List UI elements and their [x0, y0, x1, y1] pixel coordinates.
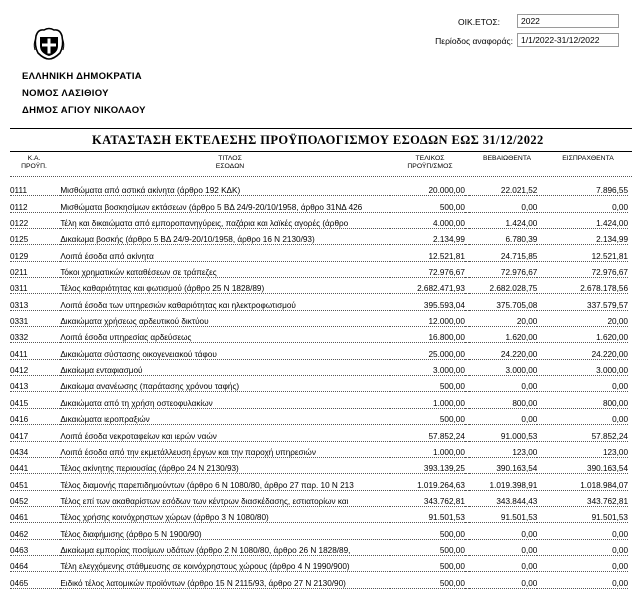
row-assessed: 800,00 — [469, 392, 537, 408]
row-code: 0125 — [10, 229, 60, 245]
row-collected: 57.852,24 — [537, 425, 628, 441]
row-collected: 2.134,99 — [537, 229, 628, 245]
row-budget: 343.762,81 — [390, 490, 464, 506]
row-title: Ειδικό τέλος λατομικών προϊόντων (άρθρο 15 Ν 2115/93, άρθρο 27 Ν 2130/90) — [60, 572, 390, 588]
title-top-rule — [10, 128, 632, 129]
row-budget: 4.000,00 — [390, 212, 464, 228]
column-header-title-line2: ΕΣΟΔΩΝ — [215, 163, 245, 170]
row-assessed: 91.000,53 — [469, 425, 537, 441]
table-row — [10, 294, 628, 310]
row-code: 0451 — [10, 474, 60, 490]
row-code: 0311 — [10, 278, 60, 294]
row-budget: 91.501,53 — [390, 506, 464, 522]
table-row — [10, 441, 628, 457]
row-code: 0111 — [10, 180, 60, 196]
row-collected: 0,00 — [537, 376, 628, 392]
table-row — [10, 310, 628, 326]
row-collected: 0,00 — [537, 555, 628, 571]
row-assessed: 1.424,00 — [469, 212, 537, 228]
row-budget: 2.682.471,93 — [390, 278, 464, 294]
row-budget: 500,00 — [390, 376, 464, 392]
row-title: Δικαιώματα χρήσεως αρδευτικού δικτύου — [60, 310, 390, 326]
row-title: Δικαιώματα από τη χρήση οστεοφυλακίων — [60, 392, 390, 408]
row-code: 0465 — [10, 572, 60, 588]
row-code: 0434 — [10, 441, 60, 457]
column-header-collected — [553, 155, 623, 163]
row-collected: 20,00 — [537, 310, 628, 326]
row-code: 0211 — [10, 261, 60, 277]
row-budget: 2.134,99 — [390, 229, 464, 245]
column-header-budget-line1: ΤΕΛΙΚΟΣ — [415, 155, 445, 162]
row-code: 0416 — [10, 408, 60, 424]
fiscal-year-label: ΟΙΚ.ΕΤΟΣ: — [458, 17, 500, 27]
table-row — [10, 490, 628, 506]
row-budget: 16.800,00 — [390, 327, 464, 343]
row-collected: 3.000,00 — [537, 359, 628, 375]
row-assessed: 91.501,53 — [469, 506, 537, 522]
row-assessed: 24.715,85 — [469, 245, 537, 261]
row-assessed: 2.682.028,75 — [469, 278, 537, 294]
period-label: Περίοδος αναφοράς: — [435, 36, 513, 46]
row-budget: 12.521,81 — [390, 245, 464, 261]
row-assessed: 0,00 — [469, 196, 537, 212]
row-code: 0415 — [10, 392, 60, 408]
row-assessed: 20,00 — [469, 310, 537, 326]
row-assessed: 0,00 — [469, 408, 537, 424]
row-title: Τέλος διαφήμισης (άρθρο 5 Ν 1900/90) — [60, 523, 390, 539]
row-assessed: 0,00 — [469, 523, 537, 539]
row-title: Δικαιώματα σύστασης οικογενειακού τάφου — [60, 343, 390, 359]
row-assessed: 123,00 — [469, 441, 537, 457]
row-budget: 500,00 — [390, 408, 464, 424]
row-budget: 500,00 — [390, 539, 464, 555]
title-bottom-rule — [10, 151, 632, 152]
row-collected: 123,00 — [537, 441, 628, 457]
row-title: Μισθώματα από αστικά ακίνητα (άρθρο 192 ΚΔΚ) — [60, 180, 390, 196]
table-row — [10, 245, 628, 261]
row-assessed: 0,00 — [469, 555, 537, 571]
row-budget: 500,00 — [390, 572, 464, 588]
column-header-assessed-label: ΒΕΒΑΙΩΘΕΝΤΑ — [482, 155, 531, 162]
revenue-table — [10, 180, 628, 589]
row-title: Τέλος επί των ακαθαρίστων εσόδων των κέντρων διασκέδασης, εστιατορίων και — [60, 490, 390, 506]
table-row — [10, 327, 628, 343]
row-collected: 390.163,54 — [537, 457, 628, 473]
column-header-collected-label: ΕΙΣΠΡΑΧΘΕΝΤΑ — [562, 155, 614, 162]
coat-of-arms-emblem — [32, 26, 66, 60]
row-collected: 0,00 — [537, 572, 628, 588]
table-row — [10, 539, 628, 555]
row-collected: 91.501,53 — [537, 506, 628, 522]
table-row — [10, 555, 628, 571]
row-title: Λοιπά έσοδα από την εκμετάλλευση έργων και την παροχή υπηρεσιών — [60, 441, 390, 457]
row-code: 0417 — [10, 425, 60, 441]
row-collected: 1.620,00 — [537, 327, 628, 343]
row-assessed: 1.019.398,91 — [469, 474, 537, 490]
row-assessed: 72.976,67 — [469, 261, 537, 277]
row-title: Λοιπά έσοδα υπηρεσίας αρδεύσεως — [60, 327, 390, 343]
row-collected: 1.018.984,07 — [537, 474, 628, 490]
row-budget: 500,00 — [390, 555, 464, 571]
row-budget: 20.000,00 — [390, 180, 464, 196]
row-collected: 0,00 — [537, 539, 628, 555]
row-code: 0461 — [10, 506, 60, 522]
column-header-code-line1: Κ.Α. — [27, 155, 41, 162]
row-title: Δικαίωμα ενταφιασμού — [60, 359, 390, 375]
row-collected: 337.579,57 — [537, 294, 628, 310]
row-code: 0112 — [10, 196, 60, 212]
row-assessed: 375.705,08 — [469, 294, 537, 310]
row-budget: 1.000,00 — [390, 392, 464, 408]
report-title: ΚΑΤΑΣΤΑΣΗ ΕΚΤΕΛΕΣΗΣ ΠΡΟΫΠΟΛΟΓΙΣΜΟΥ ΕΣΟΔΩΝ ΕΩΣ 31/12/2022 — [92, 133, 544, 147]
column-header-rule — [10, 176, 632, 177]
row-title: Δικαίωμα εμπορίας ποσίμων υδάτων (άρθρο 2 Ν 1080/80, άρθρο 26 Ν 1828/89, — [60, 539, 390, 555]
row-assessed: 24.220,00 — [469, 343, 537, 359]
table-row — [10, 343, 628, 359]
row-code: 0452 — [10, 490, 60, 506]
row-title: Τόκοι χρηματικών καταθέσεων σε τράπεζες — [60, 261, 390, 277]
row-title: Λοιπά έσοδα των υπηρεσιών καθαριότητας και ηλεκτροφωτισμού — [60, 294, 390, 310]
authority-header — [22, 70, 146, 121]
row-assessed: 22.021,52 — [469, 180, 537, 196]
row-assessed: 343.844,43 — [469, 490, 537, 506]
row-budget: 12.000,00 — [390, 310, 464, 326]
table-row — [10, 212, 628, 228]
table-row — [10, 229, 628, 245]
row-collected: 0,00 — [537, 196, 628, 212]
row-budget: 500,00 — [390, 196, 464, 212]
row-code: 0464 — [10, 555, 60, 571]
table-row — [10, 392, 628, 408]
row-code: 0129 — [10, 245, 60, 261]
table-row — [10, 359, 628, 375]
row-budget: 3.000,00 — [390, 359, 464, 375]
row-budget: 1.019.264,63 — [390, 474, 464, 490]
fiscal-year-value: 2022 — [517, 14, 619, 28]
row-assessed: 0,00 — [469, 572, 537, 588]
table-row — [10, 261, 628, 277]
row-title: Δικαιώματα ιεροπραξιών — [60, 408, 390, 424]
row-assessed: 0,00 — [469, 539, 537, 555]
row-budget: 25.000,00 — [390, 343, 464, 359]
row-assessed: 3.000,00 — [469, 359, 537, 375]
column-header-budget-line2: ΠΡΟΫΠ/ΣΜΟΣ — [407, 163, 453, 170]
row-collected: 343.762,81 — [537, 490, 628, 506]
row-budget: 72.976,67 — [390, 261, 464, 277]
row-title: Τέλη ελεγχόμενης στάθμευσης σε κοινόχρηστους χώρους (άρθρο 4 Ν 1990/900) — [60, 555, 390, 571]
column-header-assessed — [472, 155, 542, 163]
row-budget: 1.000,00 — [390, 441, 464, 457]
row-title: Τέλος ακίνητης περιουσίας (άρθρο 24 Ν 2130/93) — [60, 457, 390, 473]
row-collected: 24.220,00 — [537, 343, 628, 359]
header-municipality: ΔΗΜΟΣ ΑΓΙΟΥ ΝΙΚΟΛΑΟΥ — [22, 105, 146, 116]
row-code: 0313 — [10, 294, 60, 310]
row-code: 0462 — [10, 523, 60, 539]
row-assessed: 1.620,00 — [469, 327, 537, 343]
row-collected: 12.521,81 — [537, 245, 628, 261]
row-collected: 2.678.178,56 — [537, 278, 628, 294]
table-row — [10, 408, 628, 424]
row-title: Λοιπά έσοδα από ακίνητα — [60, 245, 390, 261]
row-collected: 0,00 — [537, 408, 628, 424]
table-row — [10, 376, 628, 392]
row-code: 0331 — [10, 310, 60, 326]
row-code: 0332 — [10, 327, 60, 343]
row-title: Δικαίωμα βοσκής (άρθρο 5 ΒΔ 24/9-20/10/1958, άρθρο 16 Ν 2130/93) — [60, 229, 390, 245]
row-title: Μισθώματα βοσκησίμων εκτάσεων (άρθρο 5 ΒΔ 24/9-20/10/1958, άρθρο 31ΝΔ 426 — [60, 196, 390, 212]
row-collected: 0,00 — [537, 523, 628, 539]
row-collected: 800,00 — [537, 392, 628, 408]
row-title: Τέλος καθαριότητας και φωτισμού (άρθρο 25 Ν 1828/89) — [60, 278, 390, 294]
row-collected: 7.896,55 — [537, 180, 628, 196]
row-title: Λοιπά έσοδα νεκροταφείων και ιερών ναών — [60, 425, 390, 441]
row-title: Τέλος διαμονής παρεπιδημούντων (άρθρο 6 Ν 1080/80, άρθρο 27 παρ. 10 Ν 213 — [60, 474, 390, 490]
column-header-code — [14, 155, 54, 171]
row-code: 0413 — [10, 376, 60, 392]
row-budget: 57.852,24 — [390, 425, 464, 441]
row-code: 0412 — [10, 359, 60, 375]
row-title: Τέλη και δικαιώματα από εμποροπανηγύρεις, παζάρια και λαϊκές αγορές (άρθρο — [60, 212, 390, 228]
period-value: 1/1/2022-31/12/2022 — [517, 33, 619, 47]
row-budget: 395.593,04 — [390, 294, 464, 310]
header-country: ΕΛΛΗΝΙΚΗ ΔΗΜΟΚΡΑΤΙΑ — [22, 71, 142, 82]
column-header-title-line1: ΤΙΤΛΟΣ — [218, 155, 242, 162]
row-assessed: 6.780,39 — [469, 229, 537, 245]
table-row — [10, 523, 628, 539]
row-collected: 72.976,67 — [537, 261, 628, 277]
table-row — [10, 425, 628, 441]
row-assessed: 0,00 — [469, 376, 537, 392]
column-header-budget — [398, 155, 462, 171]
column-header-code-line2: ΠΡΟΫΠ. — [21, 163, 47, 170]
row-code: 0441 — [10, 457, 60, 473]
row-budget: 393.139,25 — [390, 457, 464, 473]
header-prefecture: ΝΟΜΟΣ ΛΑΣΙΘΙΟΥ — [22, 88, 109, 99]
row-code: 0463 — [10, 539, 60, 555]
row-title: Δικαίωμα ανανέωσης (παράτασης χρόνου ταφής) — [60, 376, 390, 392]
column-header-title — [170, 155, 290, 171]
row-budget: 500,00 — [390, 523, 464, 539]
row-title: Τέλος χρήσης κοινόχρηστων χώρων (άρθρο 3 Ν 1080/80) — [60, 506, 390, 522]
table-row — [10, 180, 628, 196]
table-row — [10, 572, 628, 588]
row-assessed: 390.163,54 — [469, 457, 537, 473]
table-row — [10, 506, 628, 522]
row-code: 0411 — [10, 343, 60, 359]
row-collected: 1.424,00 — [537, 212, 628, 228]
table-row — [10, 278, 628, 294]
table-row — [10, 474, 628, 490]
table-row — [10, 196, 628, 212]
row-code: 0122 — [10, 212, 60, 228]
revenue-table-body — [10, 180, 628, 588]
table-row — [10, 457, 628, 473]
